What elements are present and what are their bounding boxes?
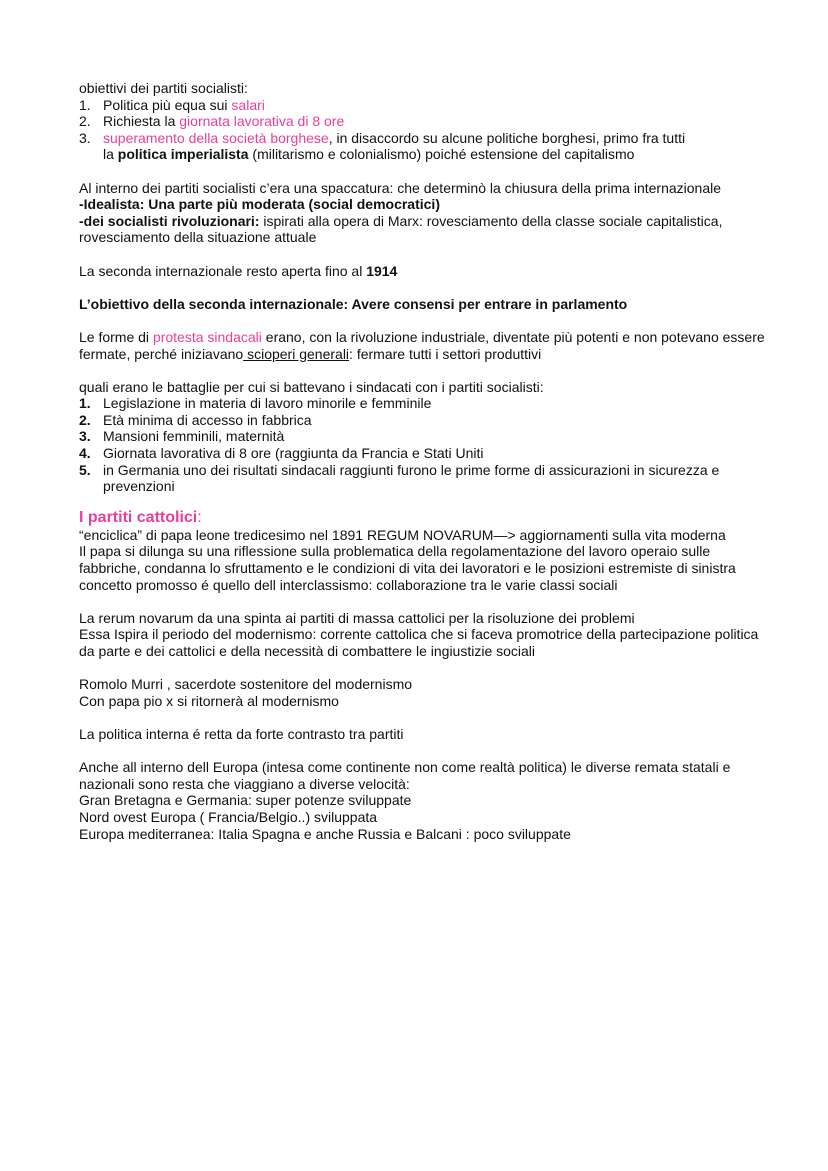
highlight: giornata lavorativa di 8 ore	[179, 113, 345, 130]
split-intro: Al interno dei partiti socialisti c’era una spaccatura: che determinò la chiusura della prima internazionale	[79, 179, 722, 196]
list-number: 1.	[79, 395, 91, 412]
rerum-line: La rerum novarum da una spinta ai partiti di massa cattolici per la risoluzione dei problemi	[79, 609, 635, 626]
politica-line: La politica interna é retta da forte contrasto tra partiti	[79, 725, 404, 742]
list-item: 2. Richiesta la giornata lavorativa di 8 ore	[79, 113, 345, 130]
objective-line: L’obiettivo della seconda internazionale: Avere consensi per entrare in parlamento	[79, 295, 628, 312]
section-heading: I partiti cattolici:	[79, 508, 202, 526]
protest-paragraph: Le forme di protesta sindacali erano, con la rivoluzione industriale, diventate più potenti e non potevano essere fermate, perché iniziavano scioperi generali: fermare tutti i settori produttivi	[79, 328, 765, 362]
enciclica-line: “enciclica” di papa leone tredicesimo nel 1891 REGUM NOVARUM—> aggiornamenti sulla vita moderna	[79, 526, 726, 543]
underline-text: scioperi generali	[243, 345, 350, 362]
highlight: protesta sindacali	[152, 328, 262, 345]
pio-line: Con papa pio x si ritornerà al modernismo	[79, 692, 339, 709]
idealista-line: -Idealista: Una parte più moderata (social democratici)	[79, 196, 440, 213]
highlight: superamento della società borghese	[103, 129, 329, 146]
med-line: Europa mediterranea: Italia Spagna e anche Russia e Balcani : poco sviluppate	[79, 825, 571, 842]
list-number: 5.	[79, 461, 91, 478]
list-item: 3. Mansioni femminili, maternità	[79, 428, 285, 445]
concetto-line: concetto promosso é quello dell interclassismo: collaborazione tra le varie classi sociali	[79, 576, 618, 593]
battles-intro: quali erano le battaglie per cui si battevano i sindacati con i partiti socialisti:	[79, 378, 544, 395]
highlight: salari	[231, 96, 265, 113]
papa-paragraph: Il papa si dilunga su una riflessione sulla problematica della regolamentazione del lavoro operaio sulle fabbriche, condanna lo sfruttamento e le condizioni di vita dei lavoratori e le posizioni estremiste di sinistra	[79, 543, 736, 577]
murri-line: Romolo Murri , sacerdote sostenitore del modernismo	[79, 676, 413, 693]
list-item: 4. Giornata lavorativa di 8 ore (raggiunta da Francia e Stati Uniti	[79, 445, 484, 462]
list-number: 3.	[79, 129, 91, 146]
battles-list	[79, 395, 768, 495]
list-number: 2.	[79, 411, 91, 428]
list-item: 3. superamento della società borghese, in disaccordo su alcune politiche borghesi, primo fra tutti la politica imperialista (militarismo e colonialismo) poiché estensione del capitalismo	[79, 129, 686, 163]
list-item: 2. Età minima di accesso in fabbrica	[79, 411, 312, 428]
list-number: 1.	[79, 96, 91, 113]
list-number: 2.	[79, 113, 91, 130]
list-number: 4.	[79, 445, 91, 462]
ispira-paragraph: Essa Ispira il periodo del modernismo: corrente cattolica che si faceva promotrice della partecipazione politica da parte e dei cattolici e della necessità di combattere le ingiustizie sociali	[79, 626, 759, 659]
goals-list	[79, 97, 768, 163]
goals-intro: obiettivi dei partiti socialisti:	[79, 80, 248, 96]
list-item: 1. Politica più equa sui salari	[79, 96, 265, 113]
rivoluzionari-line: -dei socialisti rivoluzionari: ispirati alla opera di Marx: rovesciamento della classe sociale capitalistica, rovesciamento della situazione attuale	[79, 212, 723, 246]
europa-paragraph: Anche all interno dell Europa (intesa come continente non come realtà politica) le diverse remata statali e nazionali sono resta che viaggiano a diverse velocità:	[79, 759, 731, 792]
list-item: 5. in Germania uno dei risultati sindacali raggiunti furono le prime forme di assicurazioni in sicurezza e prevenzioni	[79, 461, 720, 495]
list-item: 1. Legislazione in materia di lavoro minorile e femminile	[79, 395, 432, 412]
second-international: La seconda internazionale resto aperta fino al 1914	[79, 262, 398, 279]
list-number: 3.	[79, 428, 91, 445]
gb-line: Gran Bretagna e Germania: super potenze sviluppate	[79, 792, 412, 809]
nord-line: Nord ovest Europa ( Francia/Belgio..) sviluppata	[79, 808, 378, 825]
